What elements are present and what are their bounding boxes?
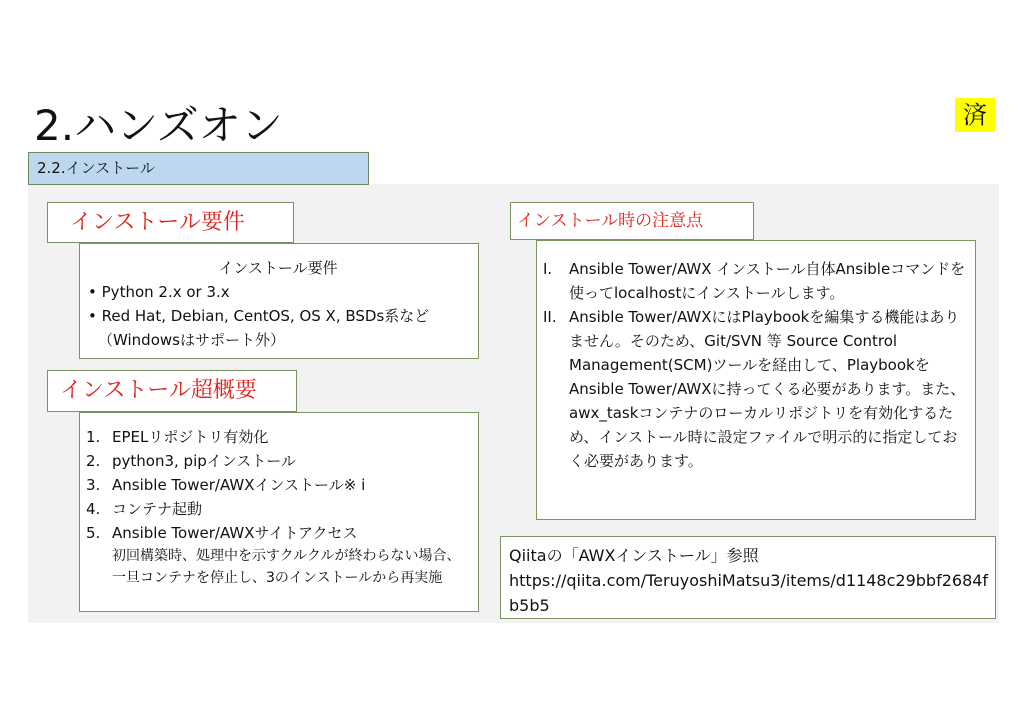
- overview-step: 1. EPELリポジトリ有効化: [86, 428, 269, 446]
- qiita-reference-text: Qiitaの「AWXインストール」参照: [509, 546, 759, 565]
- overview-box: [79, 412, 479, 612]
- requirements-box: [79, 243, 479, 359]
- done-badge: 済: [955, 98, 995, 132]
- note-item: I. Ansible Tower/AWX インストール自体Ansibleコマンドを使ってlocalhostにインストールします。: [543, 260, 966, 302]
- overview-note: 初回構築時、処理中を示すクルクルが終わらない場合、一旦コンテナを停止し、3のインストールから再実施: [112, 548, 461, 586]
- overview-step: 3. Ansible Tower/AWXインストール※ i: [86, 476, 366, 494]
- slide-title: 2.ハンズオン: [34, 101, 283, 150]
- requirements-box-title: インストール要件: [218, 259, 338, 277]
- note-item: II. Ansible Tower/AWXにはPlaybookを編集する機能はありません。そのため、Git/SVN 等 Source Control Management(SCM)ツールを経由して、PlaybookをAnsible Tower/AWXに持ってくる必要があります。また、awx_taskコンテナのローカルリポジトリを有効化するため、インストール時に設定ファイルで明示的に指定しておく必要があります。: [543, 308, 966, 470]
- notes-box: [536, 240, 976, 520]
- qiita-url[interactable]: https://qiita.com/TeruyoshiMatsu3/items/d1148c29bbf2684fb5b5: [509, 571, 989, 615]
- requirement-item: • Red Hat, Debian, CentOS, OS X, BSDs系など（Windowsはサポート外）: [88, 307, 430, 349]
- requirements-label: インストール要件: [47, 202, 294, 243]
- section-header: 2.2.インストール: [28, 152, 369, 185]
- bullet: •: [88, 307, 97, 325]
- overview-step: 5. Ansible Tower/AWXサイトアクセス: [86, 524, 358, 542]
- overview-step: 4. コンテナ起動: [86, 500, 203, 518]
- notes-label: インストール時の注意点: [510, 202, 754, 240]
- overview-label: インストール超概要: [47, 370, 297, 412]
- qiita-reference-box: [500, 536, 996, 619]
- requirement-item: • Python 2.x or 3.x: [88, 283, 230, 301]
- overview-step: 2. python3, pipインストール: [86, 452, 297, 470]
- bullet: •: [88, 283, 97, 301]
